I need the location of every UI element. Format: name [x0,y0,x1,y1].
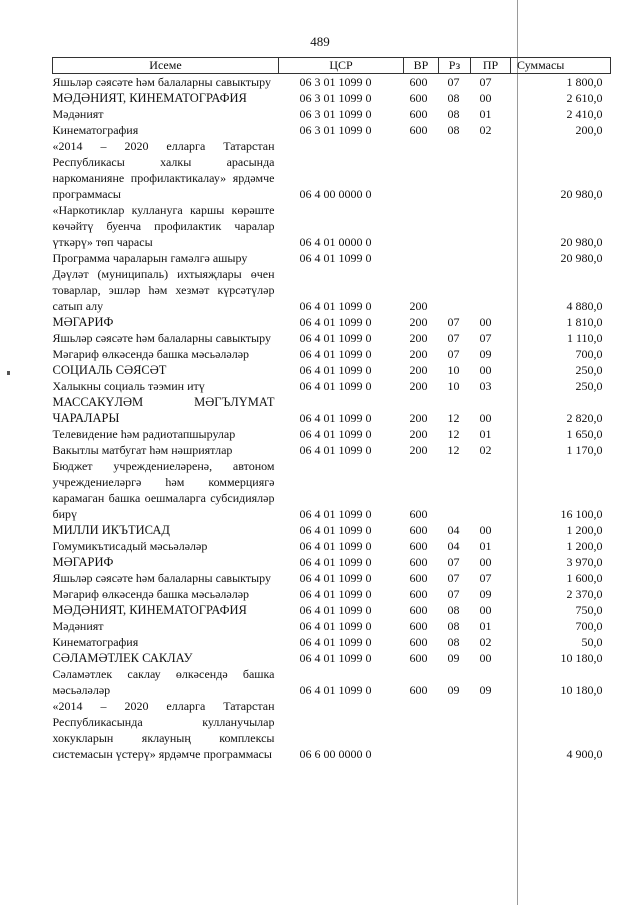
item-pr-code: 07 [479,331,492,345]
item-vr-code: 600 [409,507,428,521]
item-pr-code: 02 [479,635,492,649]
item-name: Кинематография [52,123,139,137]
item-pr-code [471,458,511,522]
item-name: МӘДӘНИЯТ, КИНЕМАТОГРАФИЯ [52,603,247,617]
item-name: «2014 – 2020 елларга Татарстан Республикасы халкы арасында наркоманияне профилактикалау» ярдәмче программасы [52,139,275,201]
item-vr-code: 600 [409,587,428,601]
item-rz-code: 12 [447,427,460,441]
item-sum: 700,0 [575,619,603,633]
item-vr-code: 600 [409,91,428,105]
item-csr-code: 06 4 01 1099 0 [299,411,372,425]
item-csr-code: 06 4 01 1099 0 [299,539,372,553]
item-name: МӘДӘНИЯТ, КИНЕМАТОГРАФИЯ [52,91,247,105]
item-name: «2014 – 2020 елларга Татарстан Республикасында кулланучылар хокукларын яклауның комплексы системасын үстерү» ярдәмче программасы [52,699,275,761]
item-sum: 50,0 [581,635,603,649]
item-sum: 250,0 [575,363,603,377]
item-rz-code [439,202,471,250]
item-vr-code: 600 [409,683,428,697]
item-pr-code: 09 [479,587,492,601]
item-vr-code: 600 [409,75,428,89]
item-csr-code: 06 4 01 1099 0 [299,651,372,665]
item-sum: 2 370,0 [566,587,603,601]
item-csr-code: 06 4 01 1099 0 [299,443,372,457]
item-rz-code: 12 [447,411,460,425]
item-sum: 1 110,0 [566,331,603,345]
table-header-row [53,58,611,74]
item-name: Мәдәният [52,619,104,633]
item-rz-code: 07 [447,587,460,601]
table-row [53,74,611,91]
table-row [53,570,611,586]
item-pr-code [471,266,511,314]
item-vr-code: 600 [409,539,428,553]
header-name: Исеме [53,58,279,74]
table-row [53,666,611,698]
item-csr-code: 06 4 01 1099 0 [299,507,372,521]
item-name: Программа чараларын гамәлгә ашыру [52,251,248,265]
item-vr-code: 600 [409,107,428,121]
item-csr-code: 06 4 01 1099 0 [299,299,372,313]
table-row [53,426,611,442]
item-vr-code: 600 [409,603,428,617]
header-pr: ПР [471,58,511,74]
item-sum: 20 980,0 [560,235,603,249]
item-sum: 1 600,0 [566,571,603,585]
item-pr-code: 00 [479,523,492,537]
item-rz-code: 12 [447,443,460,457]
item-csr-code: 06 4 01 1099 0 [299,587,372,601]
item-csr-code: 06 4 01 1099 0 [299,635,372,649]
item-name: МӘГАРИФ [52,315,114,329]
item-name: Гомумикътисадый мәсьәләләр [52,539,208,553]
item-rz-code: 04 [447,523,460,537]
item-rz-code: 07 [447,555,460,569]
item-name: МИЛЛИ ИКЪТИСАД [52,523,170,537]
item-csr-code: 06 4 01 1099 0 [299,347,372,361]
table-row [53,698,611,762]
table-row [53,314,611,330]
item-rz-code: 08 [447,603,460,617]
item-sum: 1 170,0 [566,443,603,457]
item-sum: 1 650,0 [566,427,603,441]
item-sum: 16 100,0 [560,507,603,521]
item-pr-code: 02 [479,443,492,457]
item-vr-code: 200 [409,379,428,393]
item-csr-code: 06 4 01 1099 0 [299,331,372,345]
table-row [53,394,611,426]
item-name: Бюджет учреждениеләренә, автоном учреждениеләргә һәм коммерциягә карамаган башка оешмаларга субсидияләр бирү [52,459,275,521]
item-sum: 2 610,0 [566,91,603,105]
item-csr-code: 06 6 00 0000 0 [299,747,372,761]
item-name: Мәгариф өлкәсендә башка мәсьәләләр [52,587,250,601]
item-rz-code [439,138,471,202]
item-vr-code: 200 [409,363,428,377]
item-sum: 20 980,0 [560,251,603,265]
item-vr-code: 200 [409,347,428,361]
item-sum: 10 180,0 [560,651,603,665]
item-sum: 1 810,0 [566,315,603,329]
item-csr-code: 06 3 01 1099 0 [299,123,372,137]
item-name: Яшьләр сәясәте һәм балаларны савыктыру [52,331,271,345]
item-csr-code: 06 4 01 1099 0 [299,251,372,265]
item-vr-code: 600 [409,619,428,633]
item-pr-code: 00 [479,411,492,425]
table-row [53,586,611,602]
table-row [53,362,611,378]
item-pr-code: 00 [479,315,492,329]
item-rz-code: 08 [447,619,460,633]
item-pr-code: 00 [479,555,492,569]
item-pr-code: 01 [479,539,492,553]
item-sum: 10 180,0 [560,683,603,697]
table-row [53,650,611,666]
item-name: Мәдәният [52,107,104,121]
item-rz-code: 08 [447,91,460,105]
item-sum: 2 820,0 [566,411,603,425]
item-pr-code: 03 [479,379,492,393]
item-vr-code [404,698,439,762]
table-row [53,554,611,570]
item-csr-code: 06 3 01 1099 0 [299,75,372,89]
item-vr-code: 200 [409,331,428,345]
item-vr-code: 600 [409,571,428,585]
item-sum: 700,0 [575,347,603,361]
item-csr-code: 06 4 01 1099 0 [299,379,372,393]
item-vr-code: 600 [409,555,428,569]
item-name: МӘГАРИФ [52,555,114,569]
item-vr-code [404,250,439,266]
item-vr-code [404,138,439,202]
table-row [53,458,611,522]
item-rz-code [439,698,471,762]
table-row [53,618,611,634]
item-rz-code: 08 [447,107,460,121]
table-row [53,442,611,458]
item-name: «Наркотиклар кулланугa каршы көрәште көчәйтү буенча профилактик чаралар үткәрү» төп чарасы [52,203,275,249]
item-vr-code: 200 [409,411,428,425]
table-row [53,538,611,554]
table-row [53,138,611,202]
item-pr-code: 01 [479,619,492,633]
item-name: Телевидение һәм радиотапшырулар [52,427,236,441]
item-sum: 1 800,0 [566,75,603,89]
item-pr-code: 00 [479,603,492,617]
item-csr-code: 06 4 01 1099 0 [299,315,372,329]
item-sum: 750,0 [575,603,603,617]
item-rz-code [439,266,471,314]
budget-table [52,57,611,762]
item-vr-code: 200 [409,427,428,441]
item-pr-code [471,202,511,250]
page-number: 489 [310,34,330,49]
item-rz-code: 10 [447,379,460,393]
item-name: Вакытлы матбугат һәм нәшриятлар [52,443,233,457]
item-rz-code: 07 [447,331,460,345]
item-vr-code: 200 [409,443,428,457]
item-vr-code: 200 [409,299,428,313]
item-name: Кинематография [52,635,139,649]
item-rz-code: 10 [447,363,460,377]
item-csr-code: 06 4 01 1099 0 [299,571,372,585]
header-sum: Суммасы [511,58,611,74]
table-row [53,602,611,618]
item-csr-code: 06 4 01 0000 0 [299,235,372,249]
item-sum: 4 900,0 [566,747,603,761]
table-row [53,250,611,266]
item-pr-code: 07 [479,571,492,585]
item-rz-code: 07 [447,75,460,89]
item-rz-code [439,250,471,266]
item-pr-code: 00 [479,363,492,377]
header-csr: ЦСР [279,58,404,74]
item-pr-code: 07 [479,75,492,89]
item-csr-code: 06 4 01 1099 0 [299,603,372,617]
item-rz-code: 07 [447,571,460,585]
item-rz-code: 09 [447,651,460,665]
item-name: Сәламәтлек саклау өлкәсендә башка мәсьәләләр [52,667,275,697]
item-rz-code: 07 [447,315,460,329]
item-name: Яшьләр сәясәте һәм балаларны савыктыру [52,75,271,89]
header-rz: Рз [439,58,471,74]
item-rz-code [439,458,471,522]
table-row [53,106,611,122]
item-name: Дәүләт (муниципаль) ихтыяҗлары өчен товарлар, эшләр һәм хезмәт күрсәтүләр сатып алу [52,267,275,313]
item-rz-code: 04 [447,539,460,553]
item-sum: 1 200,0 [566,523,603,537]
item-name: СОЦИАЛЬ СӘЯСӘТ [52,363,167,377]
item-pr-code [471,250,511,266]
item-pr-code: 00 [479,91,492,105]
table-row [53,522,611,538]
item-csr-code: 06 3 01 1099 0 [299,91,372,105]
table-row [53,90,611,106]
item-pr-code [471,138,511,202]
item-name: Халыкны социаль тәэмин итү [52,379,205,393]
item-rz-code: 07 [447,347,460,361]
table-row [53,378,611,394]
item-sum: 1 200,0 [566,539,603,553]
table-row [53,266,611,314]
table-row [53,346,611,362]
item-name: Мәгариф өлкәсендә башка мәсьәләләр [52,347,250,361]
item-vr-code: 600 [409,651,428,665]
item-pr-code: 09 [479,347,492,361]
item-sum: 3 970,0 [566,555,603,569]
item-vr-code: 600 [409,635,428,649]
item-csr-code: 06 4 01 1099 0 [299,523,372,537]
item-pr-code: 09 [479,683,492,697]
item-name: СӘЛАМӘТЛЕК САКЛАУ [52,651,193,665]
item-csr-code: 06 4 01 1099 0 [299,683,372,697]
table-row [53,122,611,138]
item-sum: 250,0 [575,379,603,393]
item-rz-code: 08 [447,635,460,649]
table-row [53,202,611,250]
item-sum: 20 980,0 [560,187,603,201]
item-vr-code [404,202,439,250]
item-csr-code: 06 4 00 0000 0 [299,187,372,201]
scan-speck [7,371,10,375]
item-pr-code: 00 [479,651,492,665]
item-sum: 2 410,0 [566,107,603,121]
item-pr-code: 01 [479,107,492,121]
item-pr-code: 01 [479,427,492,441]
item-rz-code: 09 [447,683,460,697]
item-csr-code: 06 4 01 1099 0 [299,619,372,633]
item-csr-code: 06 4 01 1099 0 [299,363,372,377]
item-vr-code: 600 [409,523,428,537]
item-pr-code: 02 [479,123,492,137]
item-rz-code: 08 [447,123,460,137]
table-row [53,634,611,650]
item-pr-code [471,698,511,762]
item-sum: 4 880,0 [566,299,603,313]
item-sum: 200,0 [575,123,603,137]
table-row [53,330,611,346]
item-csr-code: 06 4 01 1099 0 [299,555,372,569]
item-csr-code: 06 4 01 1099 0 [299,427,372,441]
table-body [53,74,611,763]
item-name: МАССАКҮЛӘМ МӘГЪЛҮМАТ ЧАРАЛАРЫ [52,395,275,425]
header-vr: ВР [404,58,439,74]
item-vr-code: 200 [409,315,428,329]
item-csr-code: 06 3 01 1099 0 [299,107,372,121]
item-name: Яшьләр сәясәте һәм балаларны савыктыру [52,571,271,585]
item-vr-code: 600 [409,123,428,137]
